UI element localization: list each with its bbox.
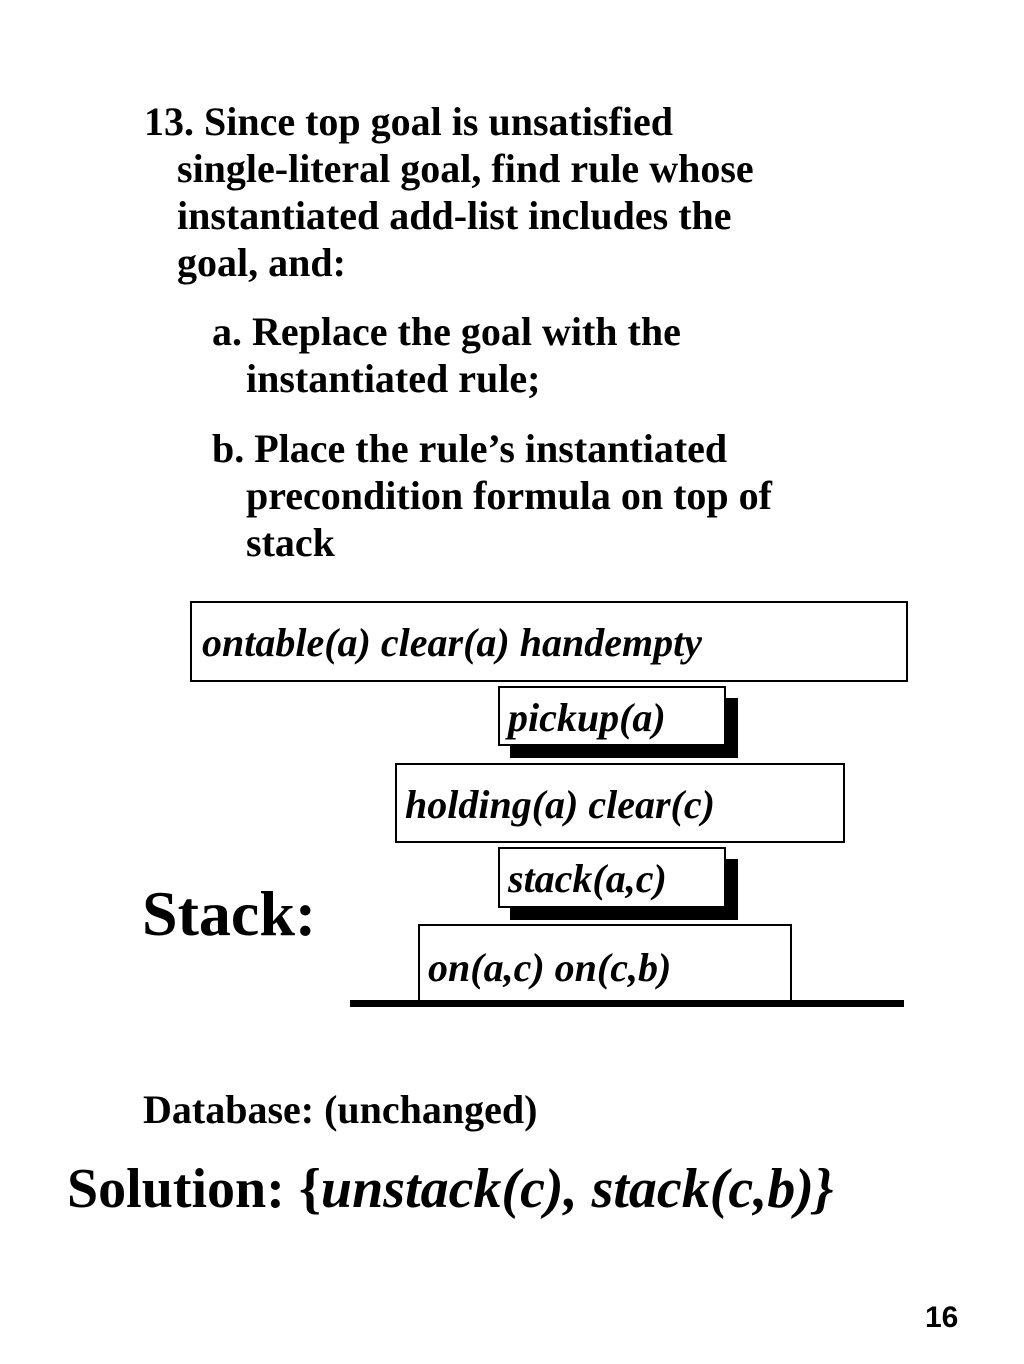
goal-2-part-1: holding(a) (405, 782, 579, 827)
substep-b (212, 425, 912, 566)
substep-b-line-2: precondition formula on top of (246, 473, 772, 518)
step-13-text (144, 98, 904, 286)
step-13-line-2: single-literal goal, find rule whose (177, 146, 754, 191)
goal-3-part-1: on(a,c) (428, 945, 545, 990)
step-13-line-1: 13. Since top goal is unsatisfied (144, 99, 673, 144)
solution-label: Solution: { (67, 1158, 321, 1220)
step-13-line-3: instantiated add-list includes the (177, 193, 732, 238)
substep-b-line-1: b. Place the rule’s instantiated (212, 426, 728, 471)
goal-1-part-1: ontable(a) (202, 620, 371, 665)
stack-goal-2 (395, 763, 845, 843)
rule-pickup-text: pickup(a) (508, 695, 666, 740)
stack-goal-1 (190, 601, 908, 682)
goal-1-part-3: handempty (519, 620, 702, 665)
solution (67, 1157, 833, 1221)
stack-label: Stack: (142, 878, 317, 949)
substep-a-line-2: instantiated rule; (246, 356, 541, 401)
page-number: 16 (925, 1301, 959, 1334)
substep-a-line-1: a. Replace the goal with the (212, 309, 681, 354)
rule-stack-text: stack(a,c) (508, 856, 667, 901)
substep-b-line-3: stack (246, 520, 335, 565)
step-13-line-4: goal, and: (177, 240, 346, 285)
stack-goal-3 (418, 924, 792, 1004)
stack-base-line (350, 1000, 904, 1007)
substep-a (212, 308, 912, 402)
stack-rule-pickup (498, 686, 726, 746)
solution-value: unstack(c), stack(c,b)} (320, 1158, 834, 1220)
goal-3-part-2: on(c,b) (554, 945, 672, 990)
stack-rule-stack (498, 847, 726, 908)
goal-1-part-2: clear(a) (380, 620, 510, 665)
goal-2-part-2: clear(c) (588, 782, 715, 827)
database-status: Database: (unchanged) (143, 1087, 538, 1132)
